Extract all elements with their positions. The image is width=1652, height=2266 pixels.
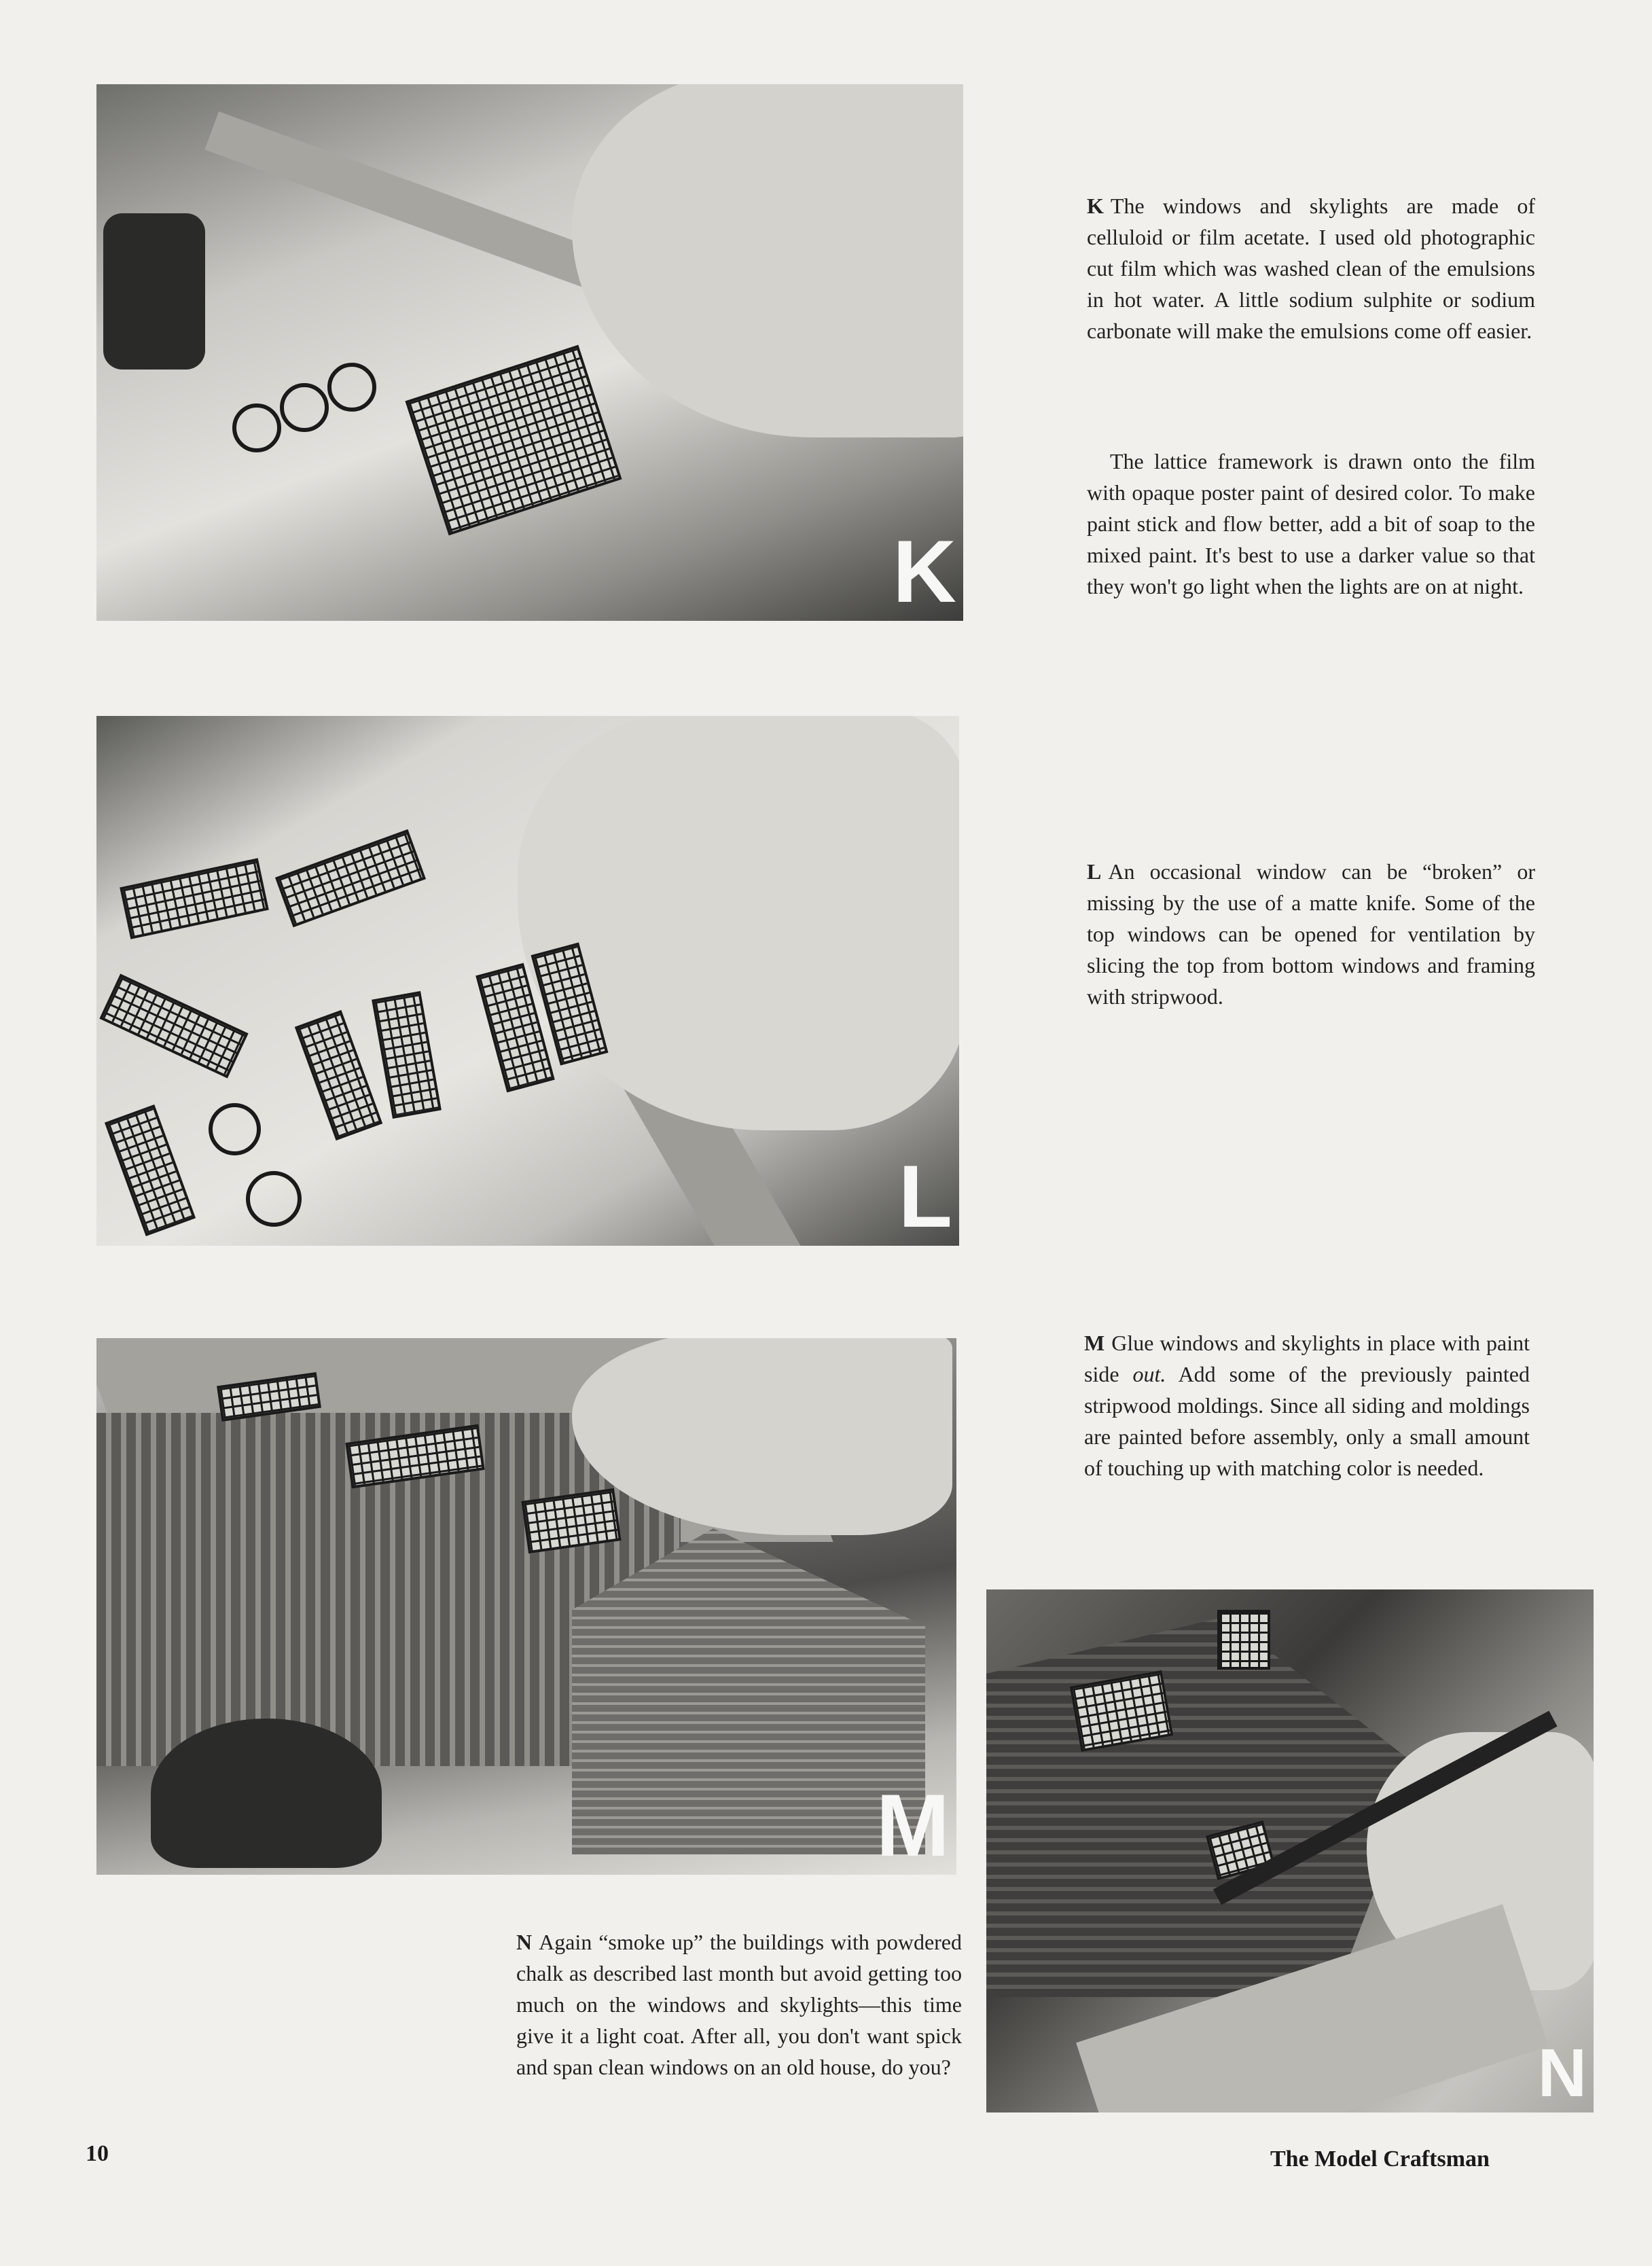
window-piece: [105, 1104, 196, 1236]
photo-letter: K: [893, 522, 956, 621]
ink-bottle: [103, 213, 205, 370]
caption-l-text: An occasional window can be “broken” or missing by the use of a matte knife. Some of the top windows can be opened for ventilation by slicing the top from bottom windows and framing with stripwood.: [1087, 859, 1535, 1009]
wheel-window: [209, 1103, 261, 1155]
hand: [572, 84, 963, 437]
photo-letter: L: [898, 1147, 952, 1246]
wheel-window: [280, 383, 329, 432]
window-piece: [372, 991, 442, 1119]
caption-n-letter: N: [516, 1930, 533, 1954]
photo-l: [96, 716, 959, 1246]
building-interior: [986, 1617, 1421, 1997]
window-piece: [99, 973, 248, 1078]
caption-k-text: The windows and skylights are made of celluloid or film acetate. I used old photographic cut film which was washed clean of the emulsions in hot water. A little sodium sulphite or sodium carbonate will make the emulsions come off easier.: [1087, 194, 1535, 343]
hand: [518, 716, 959, 1130]
caption-l: [1087, 856, 1535, 1012]
window-piece: [120, 858, 269, 939]
photo-letter: N: [1537, 2035, 1587, 2111]
caption-m-emphasis: out.: [1132, 1362, 1166, 1386]
caption-n: [516, 1926, 962, 2083]
caption-n-text: Again “smoke up” the buildings with powdered chalk as described last month but avoid getting too much on the windows and skylights—this time give it a light coat. After all, you don't want spick and span clean windows on an old house, do you?: [516, 1930, 962, 2079]
caption-m-letter: M: [1084, 1331, 1105, 1355]
window: [1217, 1610, 1270, 1670]
window-piece: [275, 829, 426, 927]
page-number: 10: [86, 2141, 109, 2166]
caption-m: [1084, 1327, 1530, 1483]
photo-n: [986, 1589, 1594, 2112]
caption-k-continued: [1087, 446, 1535, 602]
publication-name: The Model Craftsman: [1270, 2146, 1490, 2172]
caption-k2-text: The lattice framework is drawn onto the film with opaque poster paint of desired color. To make paint stick and flow better, add a bit of soap to the mixed paint. It's best to use a darker value so that they won't go light when the lights are on at night.: [1087, 449, 1535, 598]
caption-m-text-before: Glue windows and skylights in place with paint side: [1084, 1331, 1530, 1386]
window-sheet: [405, 345, 622, 536]
caption-k-letter: K: [1087, 194, 1104, 218]
caption-m-text-after: Add some of the previously painted stripwood moldings. Since all siding and moldings are painted before assembly, only a small amount of touching up with matching color is needed.: [1084, 1362, 1530, 1480]
wheel-window: [246, 1171, 302, 1227]
wheel-window: [232, 403, 281, 452]
caption-l-letter: L: [1087, 859, 1102, 884]
photo-m: [96, 1338, 956, 1875]
window-piece: [295, 1010, 382, 1140]
wheel-window: [327, 363, 376, 412]
photo-k: [96, 84, 963, 621]
photo-letter: M: [876, 1776, 950, 1875]
paint-jar: [151, 1719, 382, 1868]
caption-k: [1087, 190, 1535, 346]
